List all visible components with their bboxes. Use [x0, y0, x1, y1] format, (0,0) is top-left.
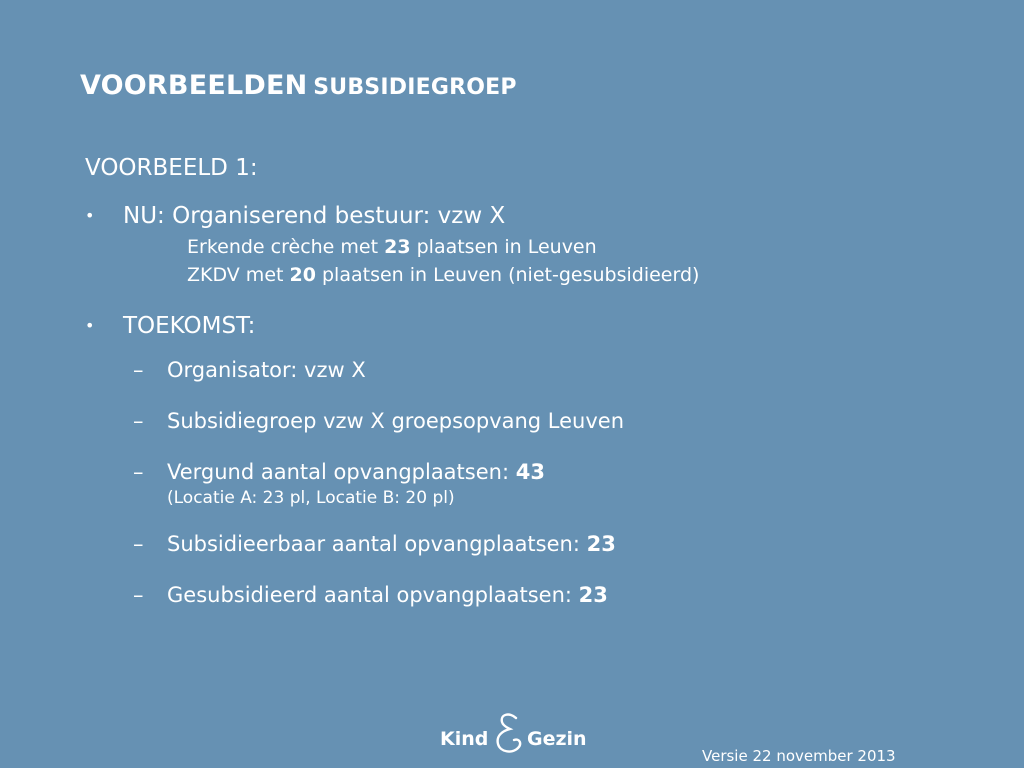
- bullet-icon: •: [85, 206, 95, 225]
- list-item-note: (Locatie A: 23 pl, Locatie B: 20 pl): [167, 488, 455, 508]
- list-item-number: 23: [586, 532, 616, 556]
- bullet-now: [85, 199, 985, 289]
- now-line-creche-number: 23: [384, 236, 411, 258]
- list-item: [133, 406, 985, 436]
- now-line-zkdv-tail: plaatsen in Leuven (niet-gesubsidieerd): [315, 264, 700, 286]
- dash-icon: –: [133, 358, 144, 382]
- slide-title: [80, 70, 517, 101]
- now-line-zkdv: [123, 261, 985, 289]
- dash-icon: –: [133, 532, 144, 556]
- dash-icon: –: [133, 583, 144, 607]
- version-footer: Versie 22 november 2013: [702, 747, 896, 765]
- list-item: [133, 457, 985, 509]
- list-item-text: Subsidiegroep vzw X groepsopvang Leuven: [167, 409, 625, 433]
- list-item-number: 23: [578, 583, 608, 607]
- dash-icon: –: [133, 409, 144, 433]
- future-list: [133, 355, 985, 610]
- bullet-future-label: TOEKOMST:: [123, 313, 256, 339]
- list-item: [133, 355, 985, 385]
- list-item-number: 43: [515, 460, 545, 484]
- list-item-text: Organisator: vzw X: [167, 358, 366, 382]
- slide-content: [85, 155, 985, 631]
- title-main: VOORBEELDEN: [80, 70, 308, 101]
- bullet-future: [85, 309, 985, 343]
- bullet-icon: •: [85, 316, 95, 335]
- list-item-text: Vergund aantal opvangplaatsen:: [167, 460, 516, 484]
- example-heading: VOORBEELD 1:: [85, 155, 258, 181]
- now-line-creche: [123, 233, 985, 261]
- list-item-text: Subsidieerbaar aantal opvangplaatsen:: [167, 532, 587, 556]
- list-item-text: Gesubsidieerd aantal opvangplaatsen:: [167, 583, 579, 607]
- now-line-creche-text: Erkende crèche met: [187, 236, 385, 258]
- dash-icon: –: [133, 460, 144, 484]
- now-line-creche-tail: plaatsen in Leuven: [410, 236, 597, 258]
- logo-word-kind: Kind: [440, 728, 489, 750]
- list-item: [133, 529, 985, 559]
- kind-en-gezin-logo: [440, 712, 600, 756]
- list-item: [133, 580, 985, 610]
- now-line-zkdv-number: 20: [289, 264, 316, 286]
- ampersand-logo-icon: [492, 712, 526, 756]
- bullet-now-label: NU: Organiserend bestuur: vzw X: [123, 203, 506, 229]
- logo-word-gezin: Gezin: [527, 728, 587, 750]
- now-line-zkdv-text: ZKDV met: [187, 264, 290, 286]
- title-sub: SUBSIDIEGROEP: [313, 75, 517, 100]
